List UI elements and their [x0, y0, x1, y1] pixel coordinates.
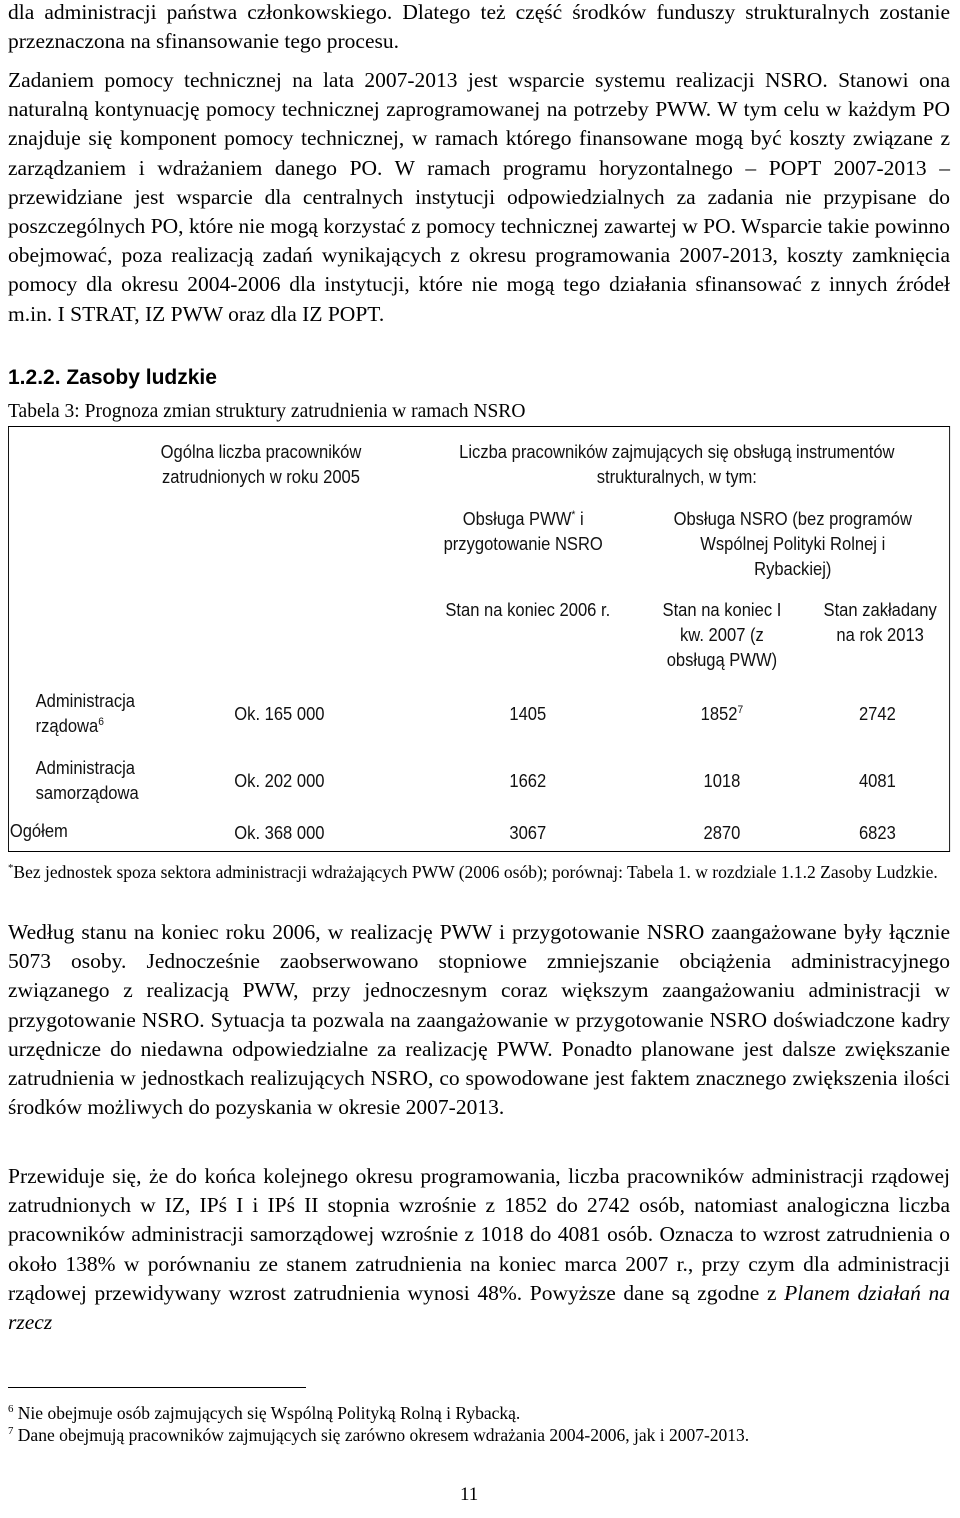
paragraph-intro: dla administracji państwa członkowskiego. Dlatego też część środków funduszy strukturalnych zostanie przeznaczona na sfinansowanie tego procesu. [8, 0, 950, 54]
row-label: Ogółem [9, 821, 68, 841]
table-footnote-mark: * [8, 862, 14, 875]
cell-plan-2013: 6823 [858, 823, 896, 843]
header-plan-2013: Stan zakładany na rok 2013 [823, 600, 937, 645]
cell-end-2006: 3067 [509, 823, 547, 843]
header-nsro-only: Obsługa NSRO (bez programów Wspólnej Polityki Rolnej i Rybackiej) [673, 509, 912, 579]
footnote-7 [8, 1424, 749, 1446]
cell-end-2006: 1405 [509, 704, 547, 724]
header-pww-label: Obsługa PWW [462, 509, 572, 529]
paragraph-staff-2006: Według stanu na koniec roku 2006, w realizację PWW i przygotowanie NSRO zaangażowane były łącznie 5073 osoby. Jednocześnie zaobserwowano stopniowe zmniejszanie obciążenia administracyjnego związanego z realizacją PWW, przy jednoczesnym coraz większym zaangażowaniu administracji w przygotowanie NSRO. Sytuacja ta pozwala na zaangażowanie w przygotowanie NSRO doświadczone kadry urzędnicze do niedawna odpowiedzialne za realizację PWW. Ponadto planowane jest dalsze zwiększanie zatrudnienia w jednostkach realizujących NSRO, co spowodowane jest faktem znacznego zwiększenia ilości środków możliwych do pozyskania w okresie 2007-2013. [8, 920, 950, 1120]
header-nsro-prep: i przygotowanie NSRO [443, 509, 603, 554]
table-footnote-text: Bez jednostek spoza sektora administracji wdrażających PWW (2006 osób); porównaj: Tabela 1. w rozdziale 1.1.2 Zasoby Ludzkie. [13, 862, 938, 882]
footnote-number: 7 [8, 1425, 14, 1438]
footnote-6 [8, 1402, 520, 1424]
footnote-text: Dane obejmują pracowników zajmujących się zarówno okresem wdrażania 2004-2006, jak i 2007-2013. [13, 1425, 750, 1445]
header-total-2005: Ogólna liczba pracowników zatrudnionych w roku 2005 [160, 442, 362, 487]
cell-q1-2007: 2870 [703, 823, 741, 843]
cell-q1-2007 [667, 702, 777, 727]
paragraph-forecast-text: Przewiduje się, że do końca kolejnego okresu programowania, liczba pracowników administracji rządowej zatrudnionych w IZ, IPś I i IPś II stopnia wzrośnie z 1852 do 2742 osób, natomiast analogiczna liczba pracowników administracji samorządowej wzrośnie z 1018 do 4081 osób. Oznacza to wzrost zatrudnienia o około 138% w porównaniu ze stanem zatrudnienia na koniec marca 2007 r., przy czym dla administracji rządowej przewidywany wzrost zatrudnienia wynosi 48%. Powyższe dane są zgodne z [8, 1164, 950, 1305]
cell-q1-2007: 1018 [703, 771, 741, 791]
row-label-text: Administracja rządowa [35, 691, 136, 736]
row-label-sup: 6 [98, 716, 104, 728]
row-label [36, 689, 174, 739]
footnote-text: Nie obejmuje osób zajmujących się Wspólną Polityką Rolną i Rybacką. [13, 1403, 521, 1423]
header-end-2006: Stan na koniec 2006 r. [445, 600, 611, 620]
header-pww-nsro [431, 507, 615, 557]
cell-total: Ok. 202 000 [234, 771, 325, 791]
header-q1-2007: Stan na koniec I kw. 2007 (z obsługą PWW) [662, 600, 782, 670]
footnote-number: 6 [8, 1403, 14, 1416]
page-number: 11 [460, 1484, 479, 1505]
header-pww-sup: * [571, 509, 576, 521]
footnote-separator [8, 1387, 306, 1388]
table-footnote [8, 860, 950, 884]
section-heading: 1.2.2. Zasoby ludzkie [8, 366, 217, 389]
header-instruments: Liczba pracowników zajmujących się obsługą instrumentów strukturalnych, w tym: [459, 442, 895, 487]
cell-plan-2013: 2742 [858, 704, 896, 724]
row-label: Administracja samorządowa [35, 758, 139, 803]
cell-total: Ok. 165 000 [234, 704, 325, 724]
table-caption: Tabela 3: Prognoza zmian struktury zatrudnienia w ramach NSRO [8, 401, 526, 422]
cell-total: Ok. 368 000 [234, 823, 325, 843]
paragraph-technical-assistance: Zadaniem pomocy technicznej na lata 2007-2013 jest wsparcie systemu realizacji NSRO. Stanowi ona naturalną kontynuację pomocy technicznej zaprogramowanej na potrzeby PWW. W tym celu w każdym PO znajduje się komponent pomocy technicznej, w ramach którego finansowane mogą być koszty związane z zarządzaniem i wdrażaniem danego PO. W ramach programu horyzontalnego – POPT 2007-2013 – przewidziane jest wsparcie dla centralnych instytucji odpowiedzialnych za zadania nie przypisane do poszczególnych PO, które nie mogą korzystać z pomocy technicznej zawartej w PO. Wsparcie takie powinno obejmować, poza realizacją zadań wynikających z okresu programowania 2007-2013, koszty zamknięcia pomocy dla okresu 2004-2006 dla instytucji, które nie mogą tego działania sfinansować z innych źródeł m.in. I STRAT, IZ PWW oraz dla IZ POPT. [8, 68, 950, 326]
cell-q1-2007-value: 1852 [700, 704, 738, 724]
employment-table [8, 426, 937, 851]
paragraph-forecast [8, 1162, 950, 1337]
cell-plan-2013: 4081 [858, 771, 896, 791]
cell-end-2006: 1662 [509, 771, 547, 791]
paragraph-forecast-italic: Planem działań na rzecz [8, 1280, 950, 1335]
cell-q1-2007-sup: 7 [737, 704, 744, 716]
